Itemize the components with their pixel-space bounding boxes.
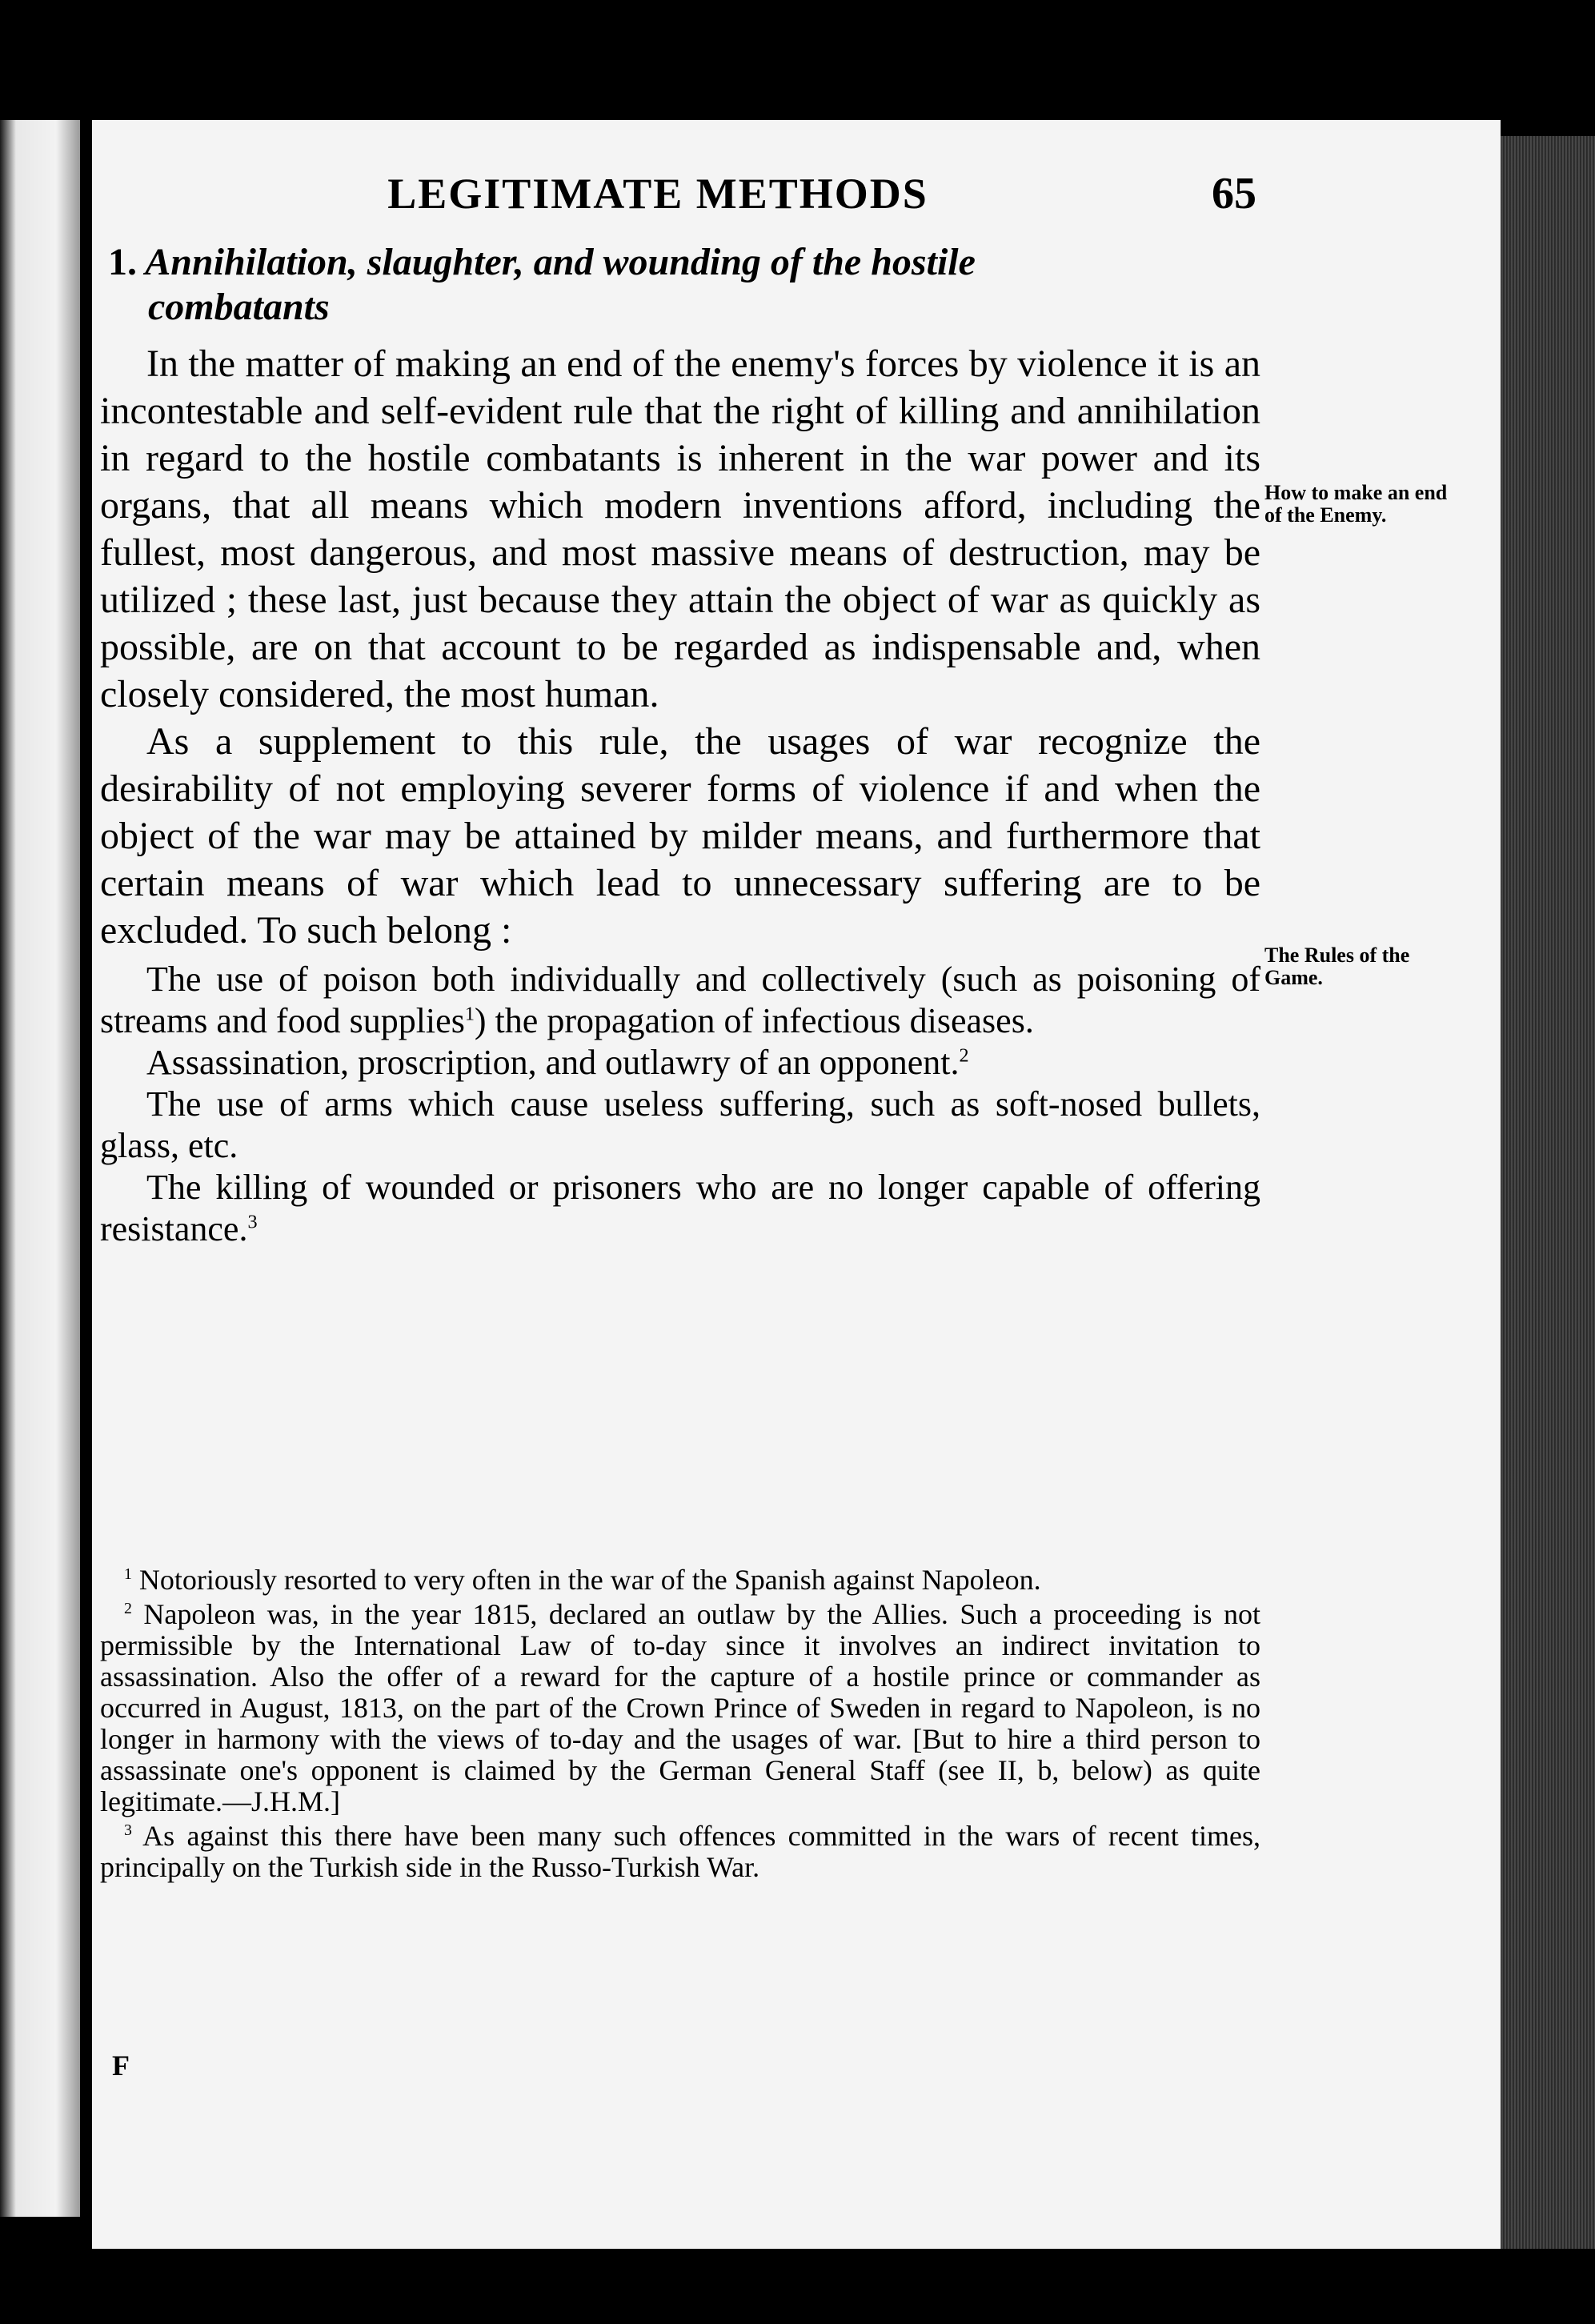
footnote-text: Notoriously resorted to very often in the war of the Spanish against Napoleon. — [138, 1564, 1041, 1596]
list-item-text: The use of poison both individually and collectively (such as poisoning of streams and food supplies — [100, 960, 1260, 1040]
section-title-line2: combatants — [148, 286, 330, 328]
footnote-ref: 3 — [247, 1211, 258, 1233]
list-item — [100, 1042, 1260, 1084]
list-item-text: The killing of wounded or prisoners who are no longer capable of offering resistance. — [100, 1168, 1260, 1248]
footnote-text: As against this there have been many such offences committed in the wars of recent times, principally on the Turkish side in the Russo-Turkish War. — [100, 1820, 1260, 1883]
page-header — [104, 168, 1256, 219]
paragraph: In the matter of making an end of the enemy's forces by violence it is an incontestable and self-evident rule that the right of killing and annihilation in regard to the hostile combatants is inherent in the war power and its organs, that all means which modern inventions afford, including the fullest, most dangerous, and most massive means of destruction, may be utilized ; these last, just because they attain the object of war as quickly as possible, are on that account to be regarded as indispensable and, when closely considered, the most human. — [100, 343, 1260, 715]
running-head: LEGITIMATE METHODS — [387, 170, 928, 218]
section-heading — [108, 240, 1260, 330]
list-item-text: Assassination, proscription, and outlawry of an opponent. — [146, 1043, 960, 1082]
section-number: 1. — [108, 241, 137, 283]
footnote-ref: 1 — [464, 1003, 475, 1025]
footnote-mark: 1 — [124, 1565, 132, 1583]
marginal-note: How to make an end of the Enemy. — [1264, 481, 1448, 527]
footnote — [100, 1565, 1260, 1596]
footnote-text: Napoleon was, in the year 1815, declared an outlaw by the Allies. Such a proceeding is not permissible by the International Law of to-day since it involves an indirect invitation to assassination. Also the offer of a reward for the capture of a hostile prince or commander as occurred in August, 1813, on the part of the Crown Prince of Sweden in regard to Napoleon, is no longer in harmony with the views of to-day and the usages of war. [But to hire a third person to assassinate one's opponent is claimed by the German General Staff (see II, b, below) as quite legitimate.—J.H.M.] — [100, 1598, 1261, 1817]
list-item-text: The use of arms which cause useless suffering, such as soft-nosed bullets, glass, etc. — [100, 1084, 1260, 1165]
footnote-mark: 2 — [124, 1600, 132, 1617]
footnote-mark: 3 — [124, 1821, 132, 1839]
list-item-tail: ) the propagation of infectious diseases. — [474, 1001, 1034, 1040]
signature-mark: F — [112, 2050, 130, 2082]
page-number: 65 — [1212, 169, 1256, 218]
body-text — [100, 340, 1260, 1250]
footnotes — [100, 1565, 1260, 1886]
marginal-note: The Rules of the Game. — [1264, 944, 1410, 989]
footnote — [100, 1821, 1260, 1883]
paragraph: As a supplement to this rule, the usages of war recognize the desirability of not employing severer forms of violence if and when the object of the war may be attained by milder means, and furthermore that certain means of war which lead to unnecessary suffering are to be excluded. To such belong : — [100, 720, 1260, 952]
footnote — [100, 1599, 1260, 1817]
footnote-ref: 2 — [959, 1044, 969, 1067]
prohibited-means-list — [100, 959, 1260, 1250]
section-title-line1: Annihilation, slaughter, and wounding of the hostile — [145, 241, 976, 283]
list-item — [100, 1167, 1260, 1250]
facing-page-edge — [0, 120, 80, 2217]
list-item — [100, 959, 1260, 1042]
page-block-edge — [1501, 136, 1595, 2249]
list-item — [100, 1084, 1260, 1167]
